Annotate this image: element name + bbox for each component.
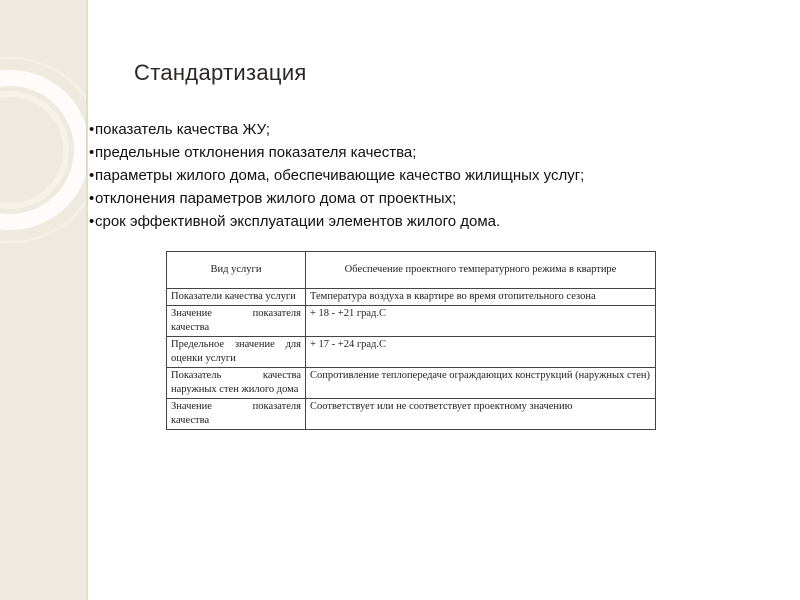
table-cell-value: + 17 - +24 град.С <box>306 337 656 368</box>
decorative-sidebar <box>0 0 86 600</box>
table-cell-value: Соответствует или не соответствует проектному значению <box>306 399 656 430</box>
table-cell-label: Показатели качества услуги <box>167 289 306 306</box>
table-cell-value: Температура воздуха в квартире во время отопительного сезона <box>306 289 656 306</box>
table-cell-label: Значение показателя качества <box>167 399 306 430</box>
bullet-list <box>89 118 584 233</box>
list-item: •предельные отклонения показателя качества; <box>89 141 584 164</box>
slide-title: Стандартизация <box>134 60 307 85</box>
table-cell-label: Значение показателя качества <box>167 306 306 337</box>
table-cell-label: Предельное значение для оценки услуги <box>167 337 306 368</box>
list-item: •отклонения параметров жилого дома от проектных; <box>89 187 584 210</box>
table-header-service-description: Обеспечение проектного температурного режима в квартире <box>306 252 656 289</box>
service-quality-table <box>166 251 656 430</box>
table-row <box>167 289 656 306</box>
bullet-icon: • <box>89 190 95 207</box>
bullet-icon: • <box>89 121 95 138</box>
table-row <box>167 399 656 430</box>
decorative-rings-icon <box>0 0 86 600</box>
bullet-icon: • <box>89 213 95 230</box>
sidebar-divider <box>86 0 88 600</box>
table-row <box>167 306 656 337</box>
table-header-service-type: Вид услуги <box>167 252 306 289</box>
table-cell-value: Сопротивление теплопередаче ограждающих конструкций (наружных стен) <box>306 368 656 399</box>
list-item: •параметры жилого дома, обеспечивающие качество жилищных услуг; <box>89 164 584 187</box>
list-item: •показатель качества ЖУ; <box>89 118 584 141</box>
list-item: •срок эффективной эксплуатации элементов жилого дома. <box>89 210 584 233</box>
bullet-icon: • <box>89 167 95 184</box>
table-cell-value: + 18 - +21 град.С <box>306 306 656 337</box>
bullet-icon: • <box>89 144 95 161</box>
table-header-row <box>167 252 656 289</box>
table-row <box>167 337 656 368</box>
table-cell-label: Показатель качества наружных стен жилого дома <box>167 368 306 399</box>
table-row <box>167 368 656 399</box>
